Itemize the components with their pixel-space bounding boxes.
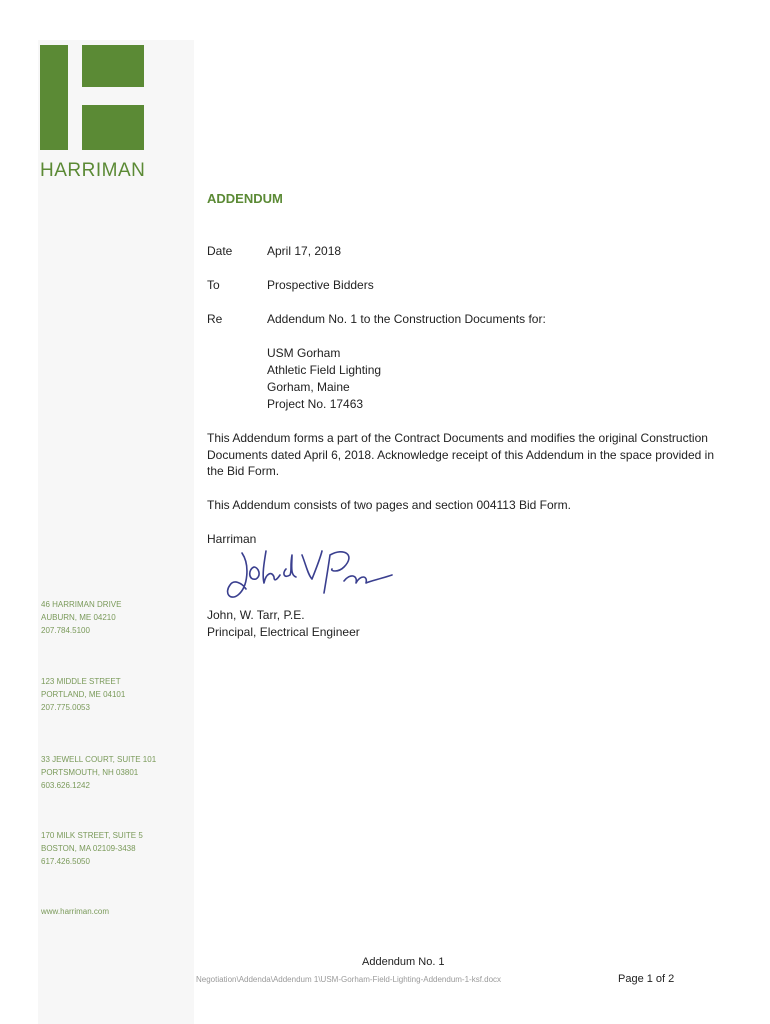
- office-phone: 603.626.1242: [41, 781, 90, 790]
- office-address-portsmouth: [41, 753, 156, 792]
- logo-bar: [40, 45, 68, 150]
- office-city: AUBURN, ME 04210: [41, 613, 116, 622]
- office-street: 46 HARRIMAN DRIVE: [41, 600, 122, 609]
- website-link[interactable]: www.harriman.com: [41, 907, 110, 916]
- office-street: 123 MIDDLE STREET: [41, 677, 121, 686]
- office-street: 170 MILK STREET, SUITE 5: [41, 831, 143, 840]
- project-block: [267, 345, 381, 413]
- office-address-boston: [41, 829, 143, 868]
- to-label: To: [207, 278, 220, 292]
- date-value: April 17, 2018: [267, 244, 342, 258]
- harriman-logo: [40, 45, 144, 150]
- re-label: Re: [207, 312, 223, 326]
- re-value: Addendum No. 1 to the Construction Documents for:: [267, 312, 546, 326]
- project-line: USM Gorham: [267, 346, 341, 360]
- date-label: Date: [207, 244, 233, 258]
- firm-name: Harriman: [207, 532, 257, 546]
- footer-addendum-label: Addendum No. 1: [362, 956, 445, 968]
- office-phone: 617.426.5050: [41, 857, 90, 866]
- to-value: Prospective Bidders: [267, 278, 374, 292]
- signer-name: John, W. Tarr, P.E.: [207, 608, 305, 622]
- office-address-portland: [41, 675, 125, 714]
- office-city: BOSTON, MA 02109-3438: [41, 844, 136, 853]
- logo-square-top: [82, 45, 144, 87]
- brand-wordmark: HARRIMAN: [40, 160, 146, 181]
- office-city: PORTLAND, ME 04101: [41, 690, 126, 699]
- logo-square-bottom: [82, 105, 144, 150]
- signature-block: [207, 607, 360, 641]
- office-phone: 207.784.5100: [41, 626, 90, 635]
- letterhead-sidebar: [38, 40, 194, 1024]
- project-line: Athletic Field Lighting: [267, 363, 382, 377]
- handwritten-signature: [220, 545, 395, 605]
- body-paragraph-2: This Addendum consists of two pages and section 004113 Bid Form.: [207, 498, 571, 512]
- project-line: Gorham, Maine: [267, 380, 350, 394]
- office-address-auburn: [41, 598, 121, 637]
- footer-page-number: Page 1 of 2: [618, 973, 675, 985]
- project-line: Project No. 17463: [267, 397, 364, 411]
- office-city: PORTSMOUTH, NH 03801: [41, 768, 139, 777]
- footer-file-path: Negotiation\Addenda\Addendum 1\USM-Gorham-Field-Lighting-Addendum-1-ksf.docx: [196, 975, 502, 984]
- body-paragraph-1: This Addendum forms a part of the Contract Documents and modifies the original Construction Documents dated April 6, 2018. Acknowledge receipt of this Addendum in the space provided in the Bid Form.: [207, 431, 714, 478]
- office-street: 33 JEWELL COURT, SUITE 101: [41, 755, 157, 764]
- office-phone: 207.775.0053: [41, 703, 90, 712]
- document-title: ADDENDUM: [207, 191, 283, 206]
- signer-title: Principal, Electrical Engineer: [207, 625, 360, 639]
